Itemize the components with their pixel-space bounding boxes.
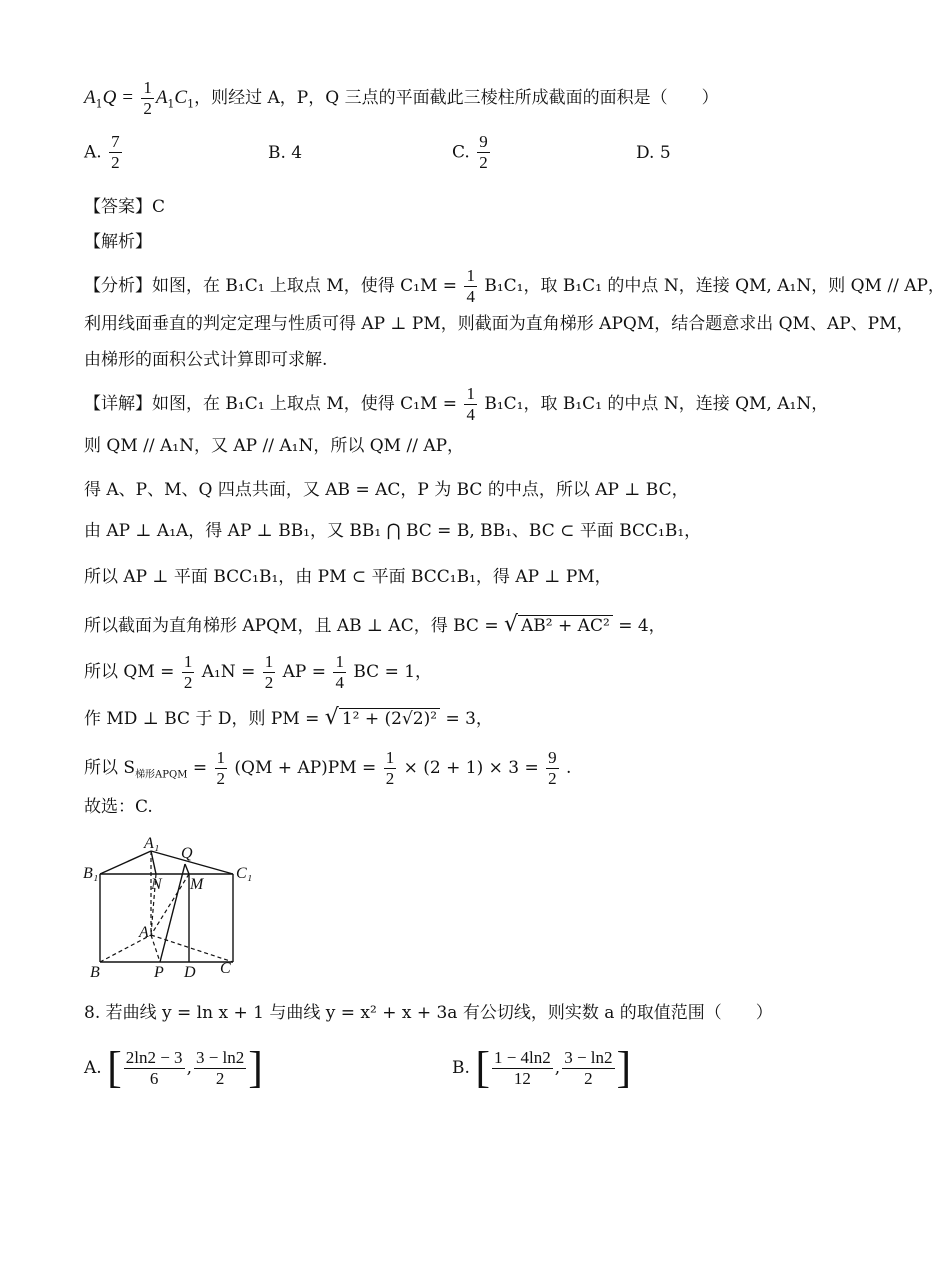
q7-option-d: D. 5 — [636, 143, 671, 163]
answer-line: 【答案】C — [84, 197, 166, 217]
detail-line-6: 所以截面为直角梯形 APQM，且 AB ⊥ AC，得 BC = √ AB² + AC² = 4， — [84, 612, 666, 637]
segment-a1n — [151, 851, 156, 874]
detail-line-2: 则 QM // A₁N，又 AP // A₁N，所以 QM // AP， — [84, 436, 465, 456]
q7-stem-eq: Q = — [102, 87, 134, 108]
label-q: Q — [181, 845, 193, 862]
label-b: B — [90, 964, 100, 981]
analysis-line-3: 由梯形的面积公式计算即可求解. — [84, 350, 328, 370]
detail-line-9: 所以 $S_{梯形APQM}$ = $\frac{1}{2}$ (QM + AP)PM = $\frac{1}{2}$ × (2 + 1) × 3 = $\frac{9}{2}$ . — [84, 748, 572, 788]
detail-line-8: 作 MD ⊥ BC 于 D，则 PM = √ 1² + (2√2)² = 3， — [84, 705, 493, 730]
label-d: D — [184, 964, 196, 981]
detail-choose: 故选：C. — [84, 797, 153, 817]
detail-line-7: 所以 QM = $\frac{1}{2}$ A₁N = $\frac{1}{2}$ AP = $\frac{1}{4}$ BC = 1， — [84, 652, 433, 692]
q7-stem: $A_1Q$ = $\frac{1}{2}$ $A_1C_1$，则经过 A，P，Q 三点的平面截此三棱柱所成截面的面积是（ ） — [84, 78, 719, 118]
prism-figure — [80, 832, 253, 982]
label-a: A — [139, 924, 149, 941]
segment-qm — [185, 864, 189, 874]
detail-line-4: 由 AP ⊥ A₁A，得 AP ⊥ BB₁，又 BB₁ ⋂ BC = B, BB₁、BC ⊂ 平面 BCC₁B₁， — [84, 521, 702, 541]
label-a1: A₁ — [144, 835, 160, 852]
label-c1: C₁ — [236, 865, 253, 882]
segment-qp — [160, 864, 185, 962]
edge-b1a1 — [100, 851, 151, 874]
label-c: C — [220, 960, 231, 977]
q8-option-a: A. [ $\frac{2\ln 2 - 3}{6}$ , $\frac{3 - \ln 2}{2}$ ] — [84, 1043, 263, 1092]
label-m: M — [190, 876, 204, 893]
label-b1: B₁ — [83, 865, 99, 882]
hidden-segment-ap — [151, 935, 160, 962]
q7-stem-tail: ，则经过 A，P，Q 三点的平面截此三棱柱所成截面的面积是（ ） — [194, 88, 719, 108]
q7-option-b: B. 4 — [268, 143, 303, 163]
detail-line-5: 所以 AP ⊥ 平面 BCC₁B₁，由 PM ⊂ 平面 BCC₁B₁，得 AP ⊥ PM， — [84, 567, 612, 587]
label-n: N — [151, 876, 162, 893]
q7-stem-sub: 1 — [95, 97, 103, 111]
analysis-heading: 【解析】 — [84, 232, 152, 252]
q7-stem-fraction: $\frac{1}{2}$ — [143, 78, 152, 118]
analysis-line-1: 【分析】如图，在 B₁C₁ 上取点 M，使得 C₁M = $\frac{1}{4}$ B₁C₁，取 B₁C₁ 的中点 N，连接 QM, A₁N，则 QM // AP， — [84, 266, 945, 306]
q7-option-a: A. $\frac{7}{2}$ — [84, 132, 120, 172]
label-p: P — [154, 964, 164, 981]
q8-option-b: B. [ $\frac{1 - 4\ln 2}{12}$ , $\frac{3 - \ln 2}{2}$ ] — [452, 1043, 632, 1092]
q8-stem: 8. 若曲线 y = ln x + 1 与曲线 y = x² + x + 3a 有公切线，则实数 a 的取值范围（ ） — [84, 1003, 773, 1023]
q7-option-c: C. $\frac{9}{2}$ — [452, 132, 488, 172]
q7-stem-a: A — [84, 87, 96, 108]
detail-line-3: 得 A、P、M、Q 四点共面，又 AB = AC，P 为 BC 的中点，所以 AP ⊥ BC， — [84, 480, 689, 500]
detail-line-1: 【详解】如图，在 B₁C₁ 上取点 M，使得 C₁M = $\frac{1}{4}$ B₁C₁，取 B₁C₁ 的中点 N，连接 QM, A₁N， — [84, 384, 829, 424]
analysis-line-2: 利用线面垂直的判定定理与性质可得 AP ⊥ PM，则截面为直角梯形 APQM，结合题意求出 QM、AP、PM， — [84, 314, 914, 334]
